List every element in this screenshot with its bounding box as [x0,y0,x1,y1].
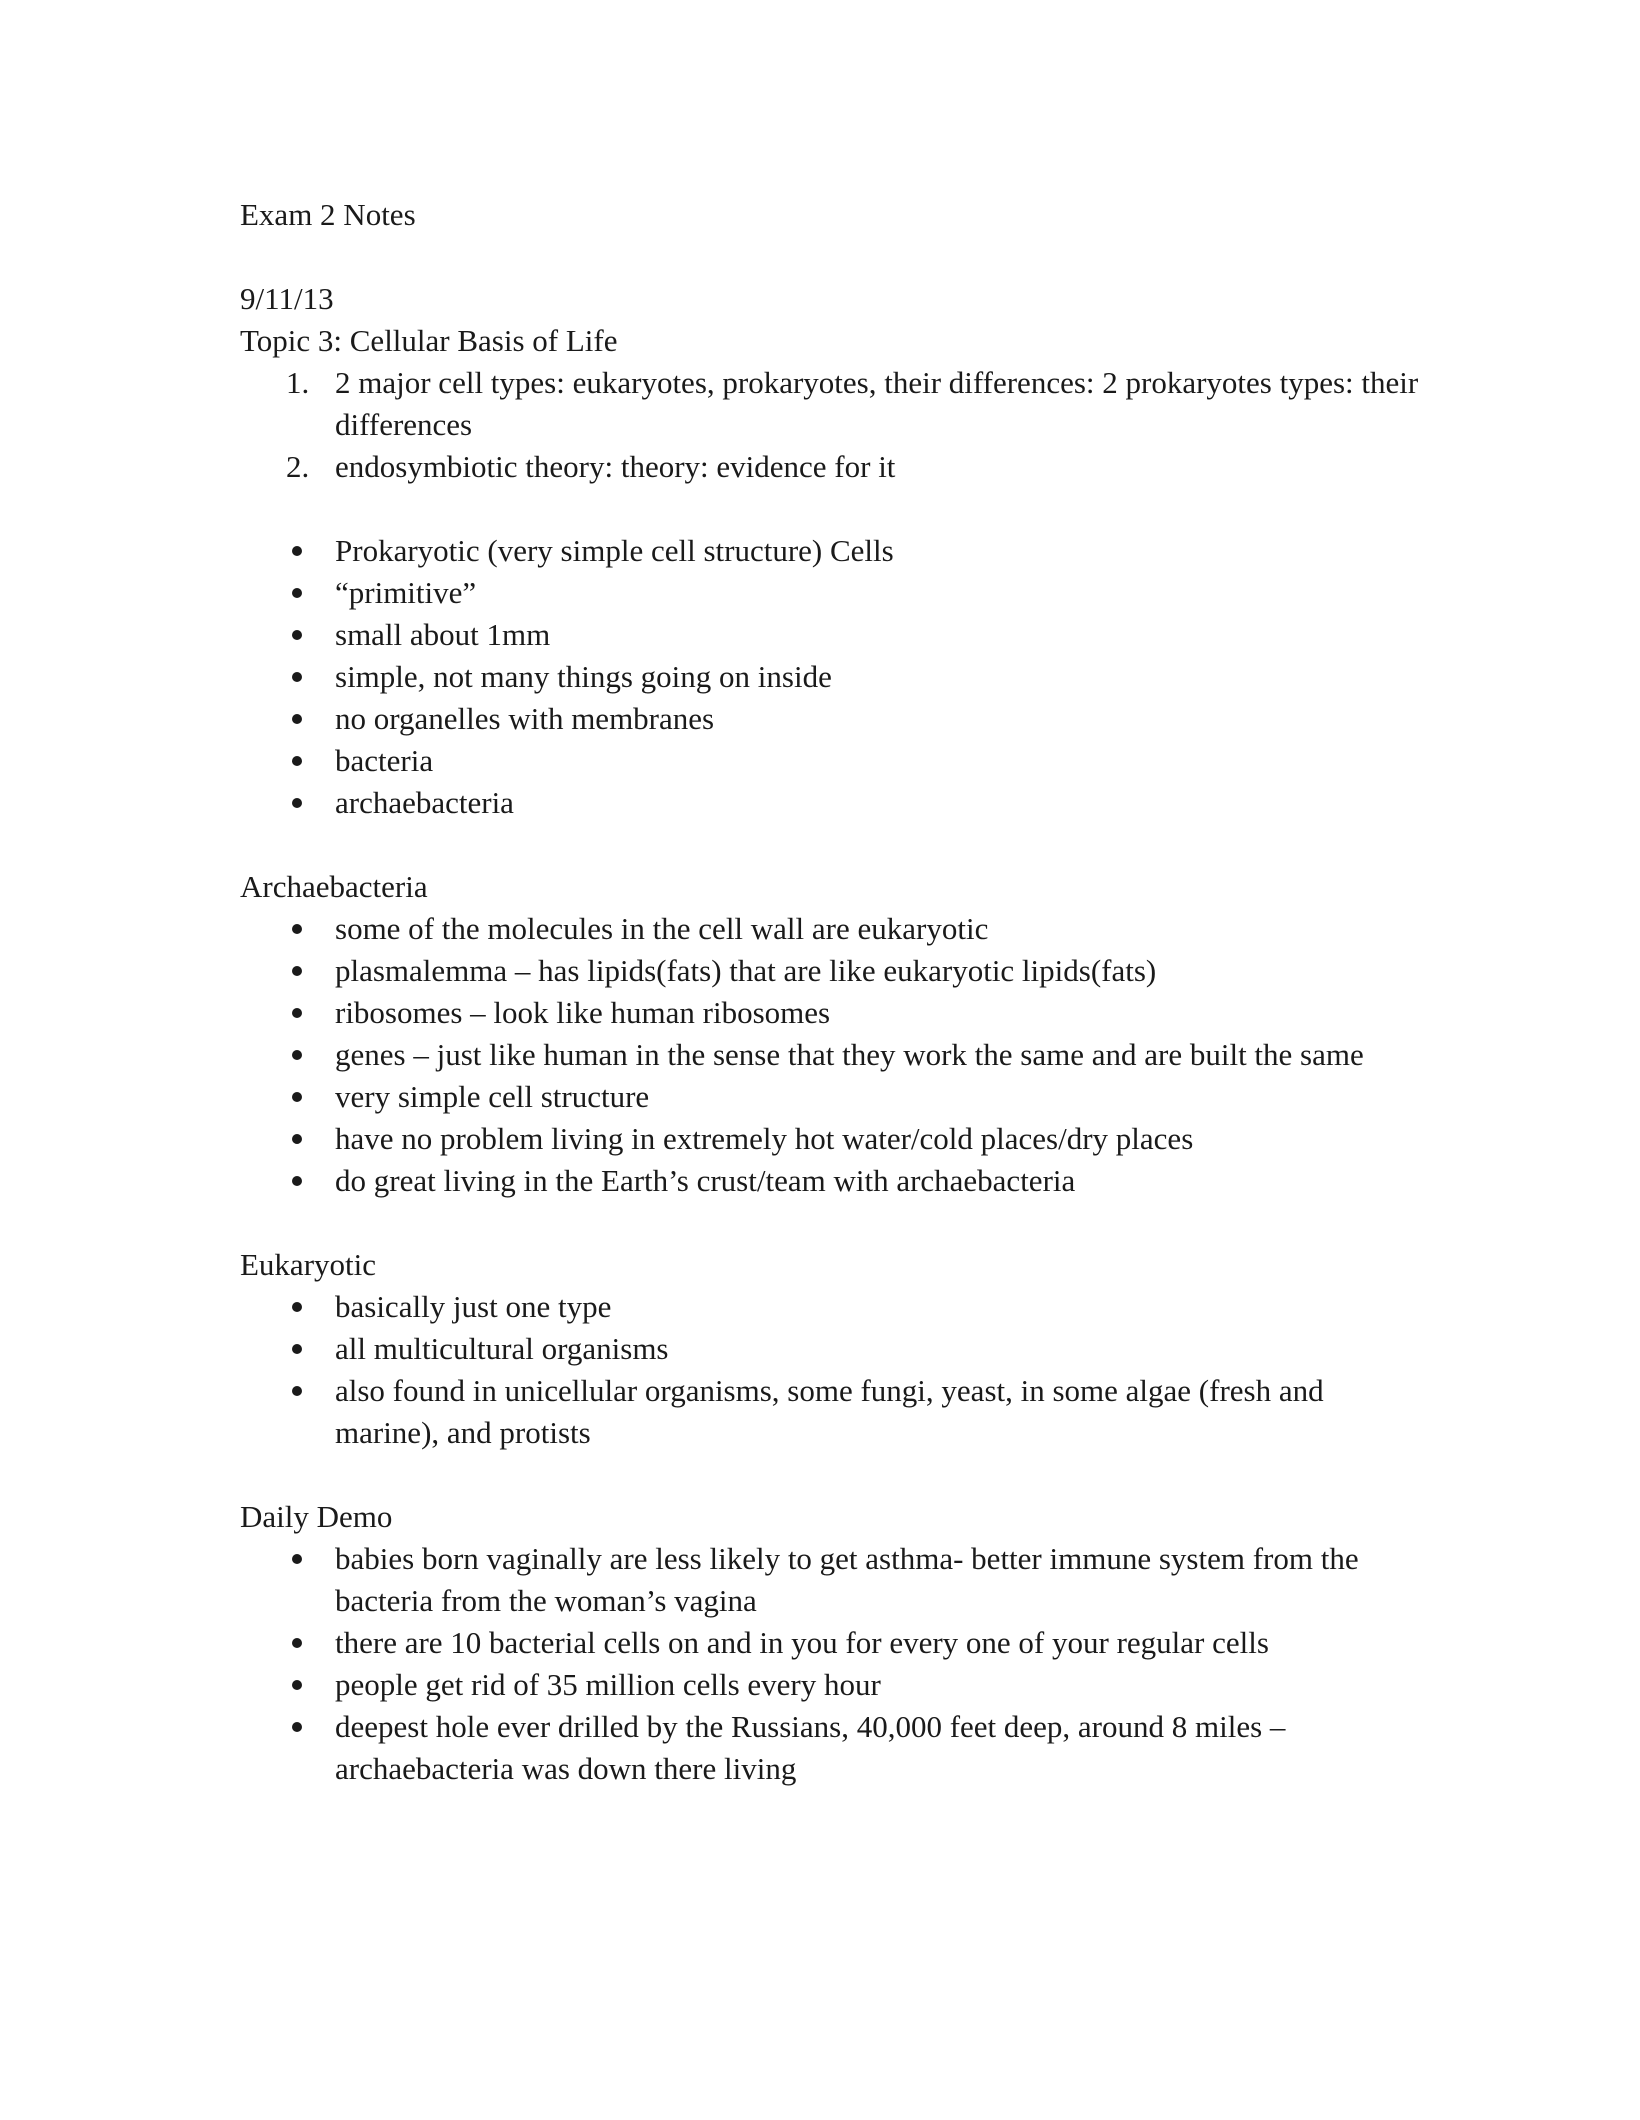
topic-heading: Topic 3: Cellular Basis of Life [240,323,618,358]
bullet-icon [292,588,302,598]
bullet-icon [292,1722,302,1732]
bullet-icon [292,1176,302,1186]
bullet-text: small about 1mm [335,617,551,652]
bullet-item [240,614,1420,656]
bullet-item [240,908,1420,950]
bullet-text: there are 10 bacterial cells on and in you for every one of your regular cells [335,1625,1269,1660]
document-date: 9/11/13 [240,281,334,316]
archaebacteria-heading: Archaebacteria [240,869,428,904]
bullet-icon [292,1554,302,1564]
bullet-icon [292,1092,302,1102]
bullet-icon [292,798,302,808]
bullet-text: have no problem living in extremely hot water/cold places/dry places [335,1121,1194,1156]
bullet-icon [292,1134,302,1144]
spacer [240,1454,1420,1496]
bullet-icon [292,630,302,640]
bullet-text: some of the molecules in the cell wall are eukaryotic [335,911,989,946]
document-content [240,194,1420,1790]
bullet-text: no organelles with membranes [335,701,715,736]
bullet-icon [292,966,302,976]
bullet-item [240,740,1420,782]
document-title: Exam 2 Notes [240,197,416,232]
bullet-item [240,1622,1420,1664]
bullet-icon [292,1344,302,1354]
bullet-item [240,1160,1420,1202]
bullet-item [240,992,1420,1034]
bullet-icon [292,672,302,682]
eukaryotic-heading: Eukaryotic [240,1247,377,1282]
bullet-icon [292,756,302,766]
spacer [240,1202,1420,1244]
numbered-item [240,362,1420,446]
bullet-text: Prokaryotic (very simple cell structure) Cells [335,533,894,568]
spacer [240,824,1420,866]
item-text: endosymbiotic theory: theory: evidence for it [335,449,896,484]
bullet-item [240,656,1420,698]
bullet-text: simple, not many things going on inside [335,659,832,694]
bullet-text: do great living in the Earth’s crust/team with archaebacteria [335,1163,1076,1198]
prokaryotic-bullet-list [240,530,1420,824]
bullet-icon [292,1386,302,1396]
bullet-item [240,1706,1420,1790]
bullet-item [240,698,1420,740]
bullet-text: archaebacteria [335,785,514,820]
bullet-text: deepest hole ever drilled by the Russians, 40,000 feet deep, around 8 miles – archaebacteria was down there living [335,1709,1286,1786]
bullet-item [240,1118,1420,1160]
item-number: 2. [286,449,310,484]
bullet-icon [292,1050,302,1060]
bullet-item [240,1328,1420,1370]
bullet-item [240,1286,1420,1328]
bullet-text: people get rid of 35 million cells every hour [335,1667,881,1702]
bullet-item [240,572,1420,614]
spacer [240,488,1420,530]
bullet-icon [292,1680,302,1690]
bullet-item [240,1538,1420,1622]
numbered-list [240,362,1420,488]
bullet-text: “primitive” [335,575,477,610]
daily-demo-heading: Daily Demo [240,1499,393,1534]
bullet-item [240,530,1420,572]
bullet-text: ribosomes – look like human ribosomes [335,995,831,1030]
bullet-text: all multicultural organisms [335,1331,669,1366]
item-number: 1. [286,365,310,400]
bullet-text: very simple cell structure [335,1079,650,1114]
bullet-item [240,1664,1420,1706]
bullet-item [240,950,1420,992]
daily-demo-bullet-list [240,1538,1420,1790]
bullet-text: basically just one type [335,1289,612,1324]
archaebacteria-bullet-list [240,908,1420,1202]
bullet-icon [292,714,302,724]
bullet-icon [292,1302,302,1312]
item-text: 2 major cell types: eukaryotes, prokaryotes, their differences: 2 prokaryotes types: their differences [335,365,1419,442]
bullet-text: plasmalemma – has lipids(fats) that are like eukaryotic lipids(fats) [335,953,1157,988]
bullet-icon [292,924,302,934]
bullet-item [240,1076,1420,1118]
bullet-text: genes – just like human in the sense that they work the same and are built the same [335,1037,1364,1072]
bullet-item [240,1034,1420,1076]
eukaryotic-bullet-list [240,1286,1420,1454]
bullet-item [240,1370,1420,1454]
bullet-icon [292,1638,302,1648]
bullet-icon [292,546,302,556]
bullet-item [240,782,1420,824]
bullet-text: also found in unicellular organisms, some fungi, yeast, in some algae (fresh and marine), and protists [335,1373,1324,1450]
bullet-text: babies born vaginally are less likely to get asthma- better immune system from the bacteria from the woman’s vagina [335,1541,1359,1618]
numbered-item [240,446,1420,488]
bullet-text: bacteria [335,743,434,778]
bullet-icon [292,1008,302,1018]
